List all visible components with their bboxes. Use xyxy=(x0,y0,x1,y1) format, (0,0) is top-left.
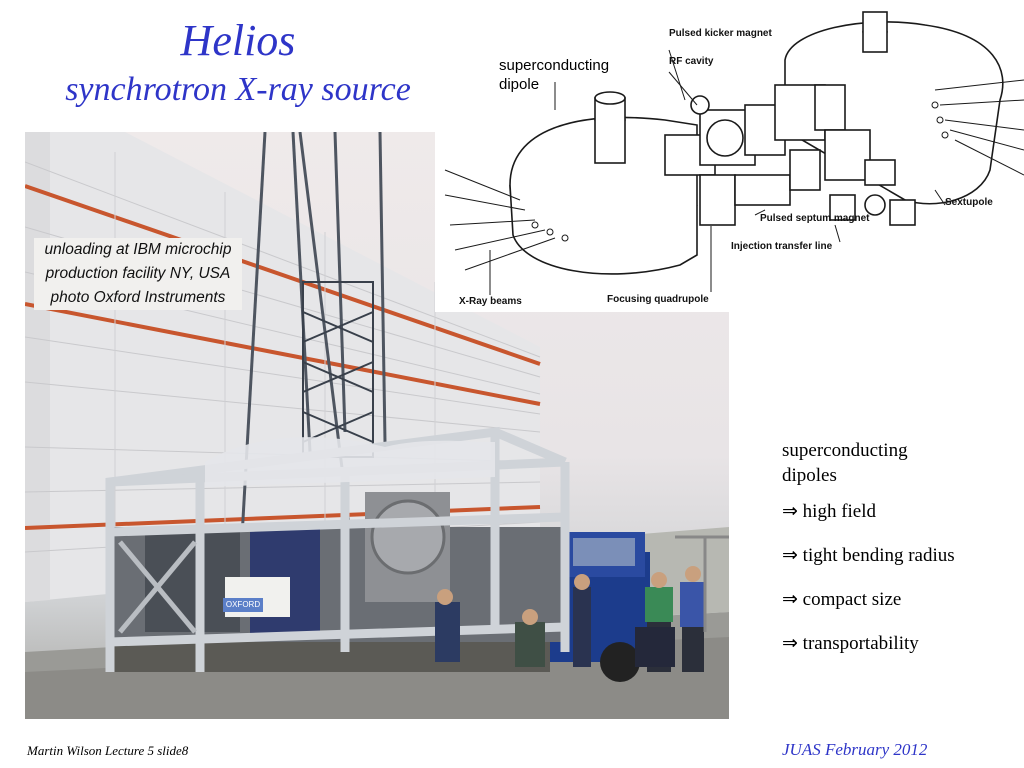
features-lead: superconducting dipoles xyxy=(782,440,908,486)
footer-lecture: Martin Wilson Lecture 5 slide8 xyxy=(27,743,189,758)
pulsed-kicker-magnet-label: Pulsed kicker magnet xyxy=(669,28,772,39)
feature-item: ⇒ high field xyxy=(782,501,877,522)
photo-caption xyxy=(34,238,242,310)
caption-line: production facility NY, USA xyxy=(45,265,231,282)
injection-transfer-line-label: Injection transfer line xyxy=(731,241,833,252)
caption-line: unloading at IBM microchip xyxy=(44,241,232,258)
helios-schematic xyxy=(435,10,1024,312)
feature-item: ⇒ compact size xyxy=(782,589,902,610)
sextupole-label: Sextupole xyxy=(945,197,993,208)
focusing-quadrupole-label: Focusing quadrupole xyxy=(607,294,709,305)
x-ray-beams-label: X-Ray beams xyxy=(459,296,522,307)
feature-item: ⇒ transportability xyxy=(782,633,919,654)
slide-title: Helios xyxy=(180,16,296,65)
pulsed-septum-magnet-label: Pulsed septum magnet xyxy=(760,213,870,224)
footer-event: JUAS February 2012 xyxy=(782,740,928,759)
rf-cavity-label: RF cavity xyxy=(669,56,714,67)
feature-item: ⇒ tight bending radius xyxy=(782,545,955,566)
superconducting-dipole-label: superconducting dipole xyxy=(499,57,610,93)
slide-subtitle: synchrotron X-ray source xyxy=(65,71,411,108)
crate-label: OXFORD xyxy=(223,598,263,612)
subtitle-overlap-mask xyxy=(438,62,478,114)
features-list xyxy=(782,438,1018,677)
caption-line: photo Oxford Instruments xyxy=(50,289,226,306)
